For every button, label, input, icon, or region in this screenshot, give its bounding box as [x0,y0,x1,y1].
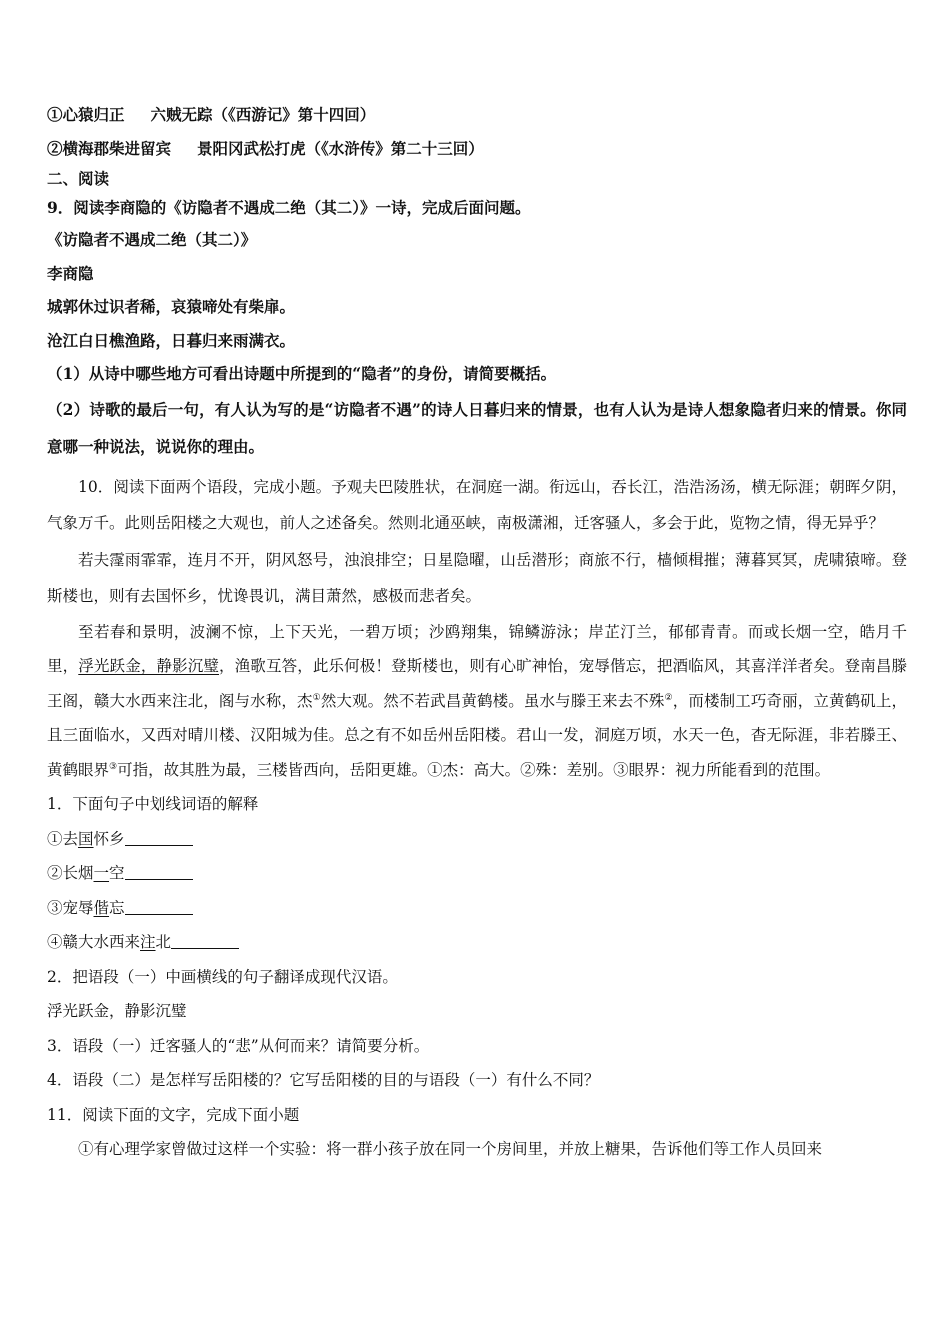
footnote-mark-3: ③ [109,761,118,772]
question-10-item-4: 4．语段（二）是怎样写岳阳楼的？它写岳阳楼的目的与语段（一）有什么不同？ [47,1071,600,1089]
chapter-line-1 [47,98,907,132]
item-1-sub-1-post: 怀乡 [93,829,125,848]
para3-text-d: ，而楼制工巧奇丽，立黄鹤矶上，且三面临水，又西对晴川楼、汉阳城为佳。总之有不如岳州岳阳楼。君山一发，洞庭万顷，水天一色，杳无际涯，非若滕王、黄鹤眼界 [47,691,907,779]
para3-text-b: ，渔歌互答，此乐何极！登斯楼也，则有心旷神怡，宠辱偕忘，把酒临风，其喜洋洋者矣。登南昌滕王阁，赣大水西来注北，阁与水称，杰 [47,657,907,710]
para3-text-c: 然大观。然不若武昌黄鹤楼。虽水与滕王来去不殊 [320,691,665,710]
item-1-sub-1-word: 国 [78,829,94,848]
item-1-sub-4-pre: ④赣大水西来 [47,933,141,951]
footnote-mark-2: ② [664,692,673,703]
para3-text-e: 可指，故其胜为最，三楼皆西向，岳阳更雄。①杰：高大。②殊：差别。③眼界：视力所能看到的范围。 [117,760,831,779]
item-1-sub-2 [47,856,907,891]
question-10-paragraph-3 [47,615,907,788]
question-10-item-2: 2．把语段（一）中画横线的句子翻译成现代汉语。 [47,967,398,986]
item-1-sub-2-post: 空 [109,864,125,882]
chapter-line-1-a: ①心猿归正 [47,105,125,124]
chapter-line-2-b: 景阳冈武松打虎（《水浒传》第二十三回） [197,138,484,158]
item-1-sub-1-pre: ①去 [47,829,79,848]
item-1-sub-3-word: 偕 [93,898,110,917]
item-1-sub-3-pre: ③宠辱 [47,898,94,917]
question-9-sub-2: （2）诗歌的最后一句，有人认为写的是“访隐者不遇”的诗人日暮归来的情景，也有人认为是诗人想象隐者归来的情景。你同意哪一种说法，说说你的理由。 [47,399,907,456]
footnote-mark-1: ① [312,692,321,703]
chapter-line-1-b: 六贼无踪（《西游记》第十四回） [150,105,376,124]
poem-title: 《访隐者不遇成二绝（其二）》 [47,230,257,249]
document-page [47,98,907,1167]
item-1-sub-4-word: 注 [140,933,156,951]
question-9-sub-1: （1）从诗中哪些地方可看出诗题中所提到的“隐者”的身份，请简要概括。 [47,364,557,383]
item-1-sub-1 [47,822,907,857]
item-1-sub-3 [47,891,907,926]
item-1-sub-4 [47,925,907,960]
question-10-paragraph-1: 10．阅读下面两个语段，完成小题。予观夫巴陵胜状，在洞庭一湖。衔远山，吞长江，浩浩汤汤，横无际涯；朝晖夕阴，气象万千。此则岳阳楼之大观也，前人之述备矣。然则北通巫峡，南极潇湘，迁客骚人，多会于此，览物之情，得无异乎？ [47,477,907,532]
question-10-item-3: 3．语段（一）迁客骚人的“悲”从何而来？请简要分析。 [47,1036,430,1055]
question-11-prompt: 11．阅读下面的文字，完成下面小题 [47,1105,300,1124]
answer-blank[interactable] [125,865,193,880]
poem-author: 李商隐 [47,263,94,283]
item-1-sub-4-post: 北 [155,933,172,951]
item-1-sub-2-pre: ②长烟 [47,864,94,882]
item-1-sub-3-post: 忘 [109,898,125,917]
chapter-line-2-a: ②横海郡柴进留宾 [47,138,172,158]
para3-underlined-sentence: 浮光跃金，静影沉璧 [78,657,220,675]
question-9-prompt: 9．阅读李商隐的《访隐者不遇成二绝（其二）》一诗，完成后面问题。 [47,198,531,217]
poem-verse-2: 沧江白日樵渔路，日暮归来雨满衣。 [47,330,296,350]
question-10-item-1: 1．下面句子中划线词语的解释 [47,795,259,813]
question-11-paragraph-1: ①有心理学家曾做过这样一个实验：将一群小孩子放在同一个房间里，并放上糖果，告诉他们等工作人员回来 [78,1140,823,1158]
poem-verse-1: 城郭休过识者稀，哀猿啼处有柴扉。 [47,297,296,316]
answer-blank[interactable] [171,934,239,949]
para3-text-a: 至若春和景明，波澜不惊，上下天光，一碧万顷；沙鸥翔集，锦鳞游泳；岸芷汀兰，郁郁青青。而或长烟一空，皓月千里， [47,622,907,675]
chapter-line-2 [47,132,907,166]
item-1-sub-2-word: 一 [93,864,110,882]
answer-blank[interactable] [125,900,193,915]
section-heading-reading: 二、阅读 [47,169,110,188]
item-2-sentence: 浮光跃金，静影沉璧 [47,1002,187,1020]
answer-blank[interactable] [125,831,193,846]
question-10-paragraph-2: 若夫霪雨霏霏，连月不开，阴风怒号，浊浪排空；日星隐曜，山岳潜形；商旅不行，樯倾楫摧；薄暮冥冥，虎啸猿啼。登斯楼也，则有去国怀乡，忧谗畏讥，满目萧然，感极而悲者矣。 [47,550,907,605]
